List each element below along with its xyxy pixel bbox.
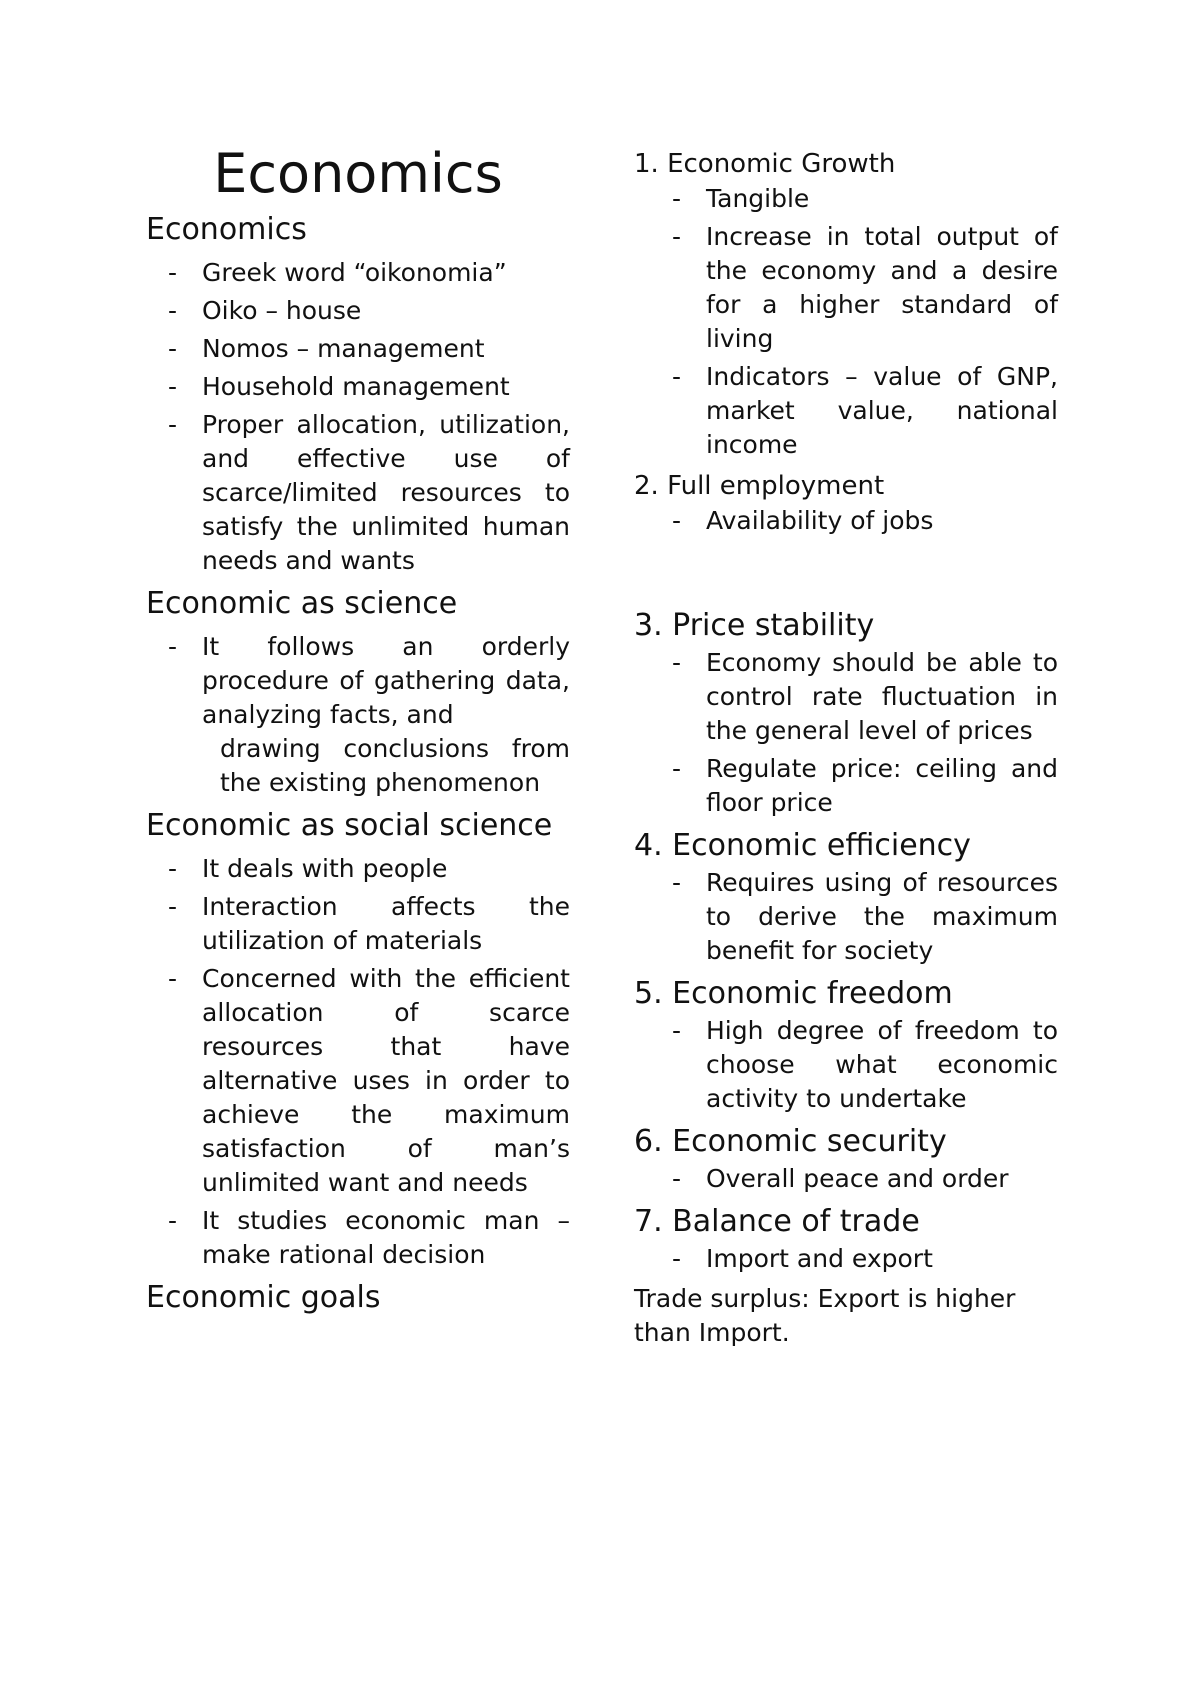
goal-title-balance-of-trade: 7. Balance of trade [634,1204,920,1239]
economics-list [146,256,570,578]
list-item: - Nomos – management [202,332,570,366]
list-item: - Indicators – value of GNP, market value, national income [706,360,1058,462]
list-item: - Greek word “oikonomia” [202,256,570,290]
goal-title-price-stability: 3. Price stability [634,608,875,643]
goal-title-economic-efficiency: 4. Economic efficiency [634,828,971,863]
goal-title-full-employment: 2. Full employment [634,471,885,501]
section-heading-economic-as-science: Economic as science [146,586,458,621]
list-item: - It deals with people [202,852,570,886]
list-item: - Requires using of resources to derive the maximum benefit for society [706,866,1058,968]
list-item: - It studies economic man – make rational decision [202,1204,570,1272]
list-item-text: It follows an orderly procedure of gathering data, analyzing facts, and [202,632,570,729]
list-item: - Concerned with the efficient allocation of scarce resources that have alternative uses in order to achieve the maximum satisfaction of man’s unlimited want and needs [202,962,570,1200]
list-item: - Household management [202,370,570,404]
left-column [146,140,570,1324]
list-item: - Economy should be able to control rate fluctuation in the general level of prices [706,646,1058,748]
trade-surplus-note: Trade surplus: Export is higher than Import. [634,1284,1016,1347]
economic-as-social-science-list [146,852,570,1272]
list-item: - Tangible [706,182,1058,216]
list-item: - Oiko – house [202,294,570,328]
section-heading-economic-goals: Economic goals [146,1280,381,1315]
goal-list [634,646,1058,820]
document-title: Economics [213,142,503,205]
list-item-continuation: drawing conclusions from the existing phenomenon [220,734,570,797]
list-item: - Overall peace and order [706,1162,1058,1196]
section-heading-economic-as-social-science: Economic as social science [146,808,553,843]
list-item: - Increase in total output of the economy and a desire for a higher standard of living [706,220,1058,356]
list-item: - Proper allocation, utilization, and effective use of scarce/limited resources to satisfy the unlimited human needs and wants [202,408,570,578]
goal-list [634,1014,1058,1116]
right-column [634,146,1058,1350]
goal-title-economic-freedom: 5. Economic freedom [634,976,953,1011]
goal-list [634,866,1058,968]
economic-as-science-list [146,630,570,800]
goal-title-economic-growth: 1. Economic Growth [634,149,896,179]
list-item [202,630,570,800]
list-item: - Import and export [706,1242,1058,1276]
goal-list [634,182,1058,462]
goal-list [634,1242,1058,1276]
list-item: - Availability of jobs [706,504,1058,538]
goal-title-economic-security: 6. Economic security [634,1124,947,1159]
goal-list [634,1162,1058,1196]
section-heading-economics: Economics [146,212,307,247]
list-item: - Interaction affects the utilization of materials [202,890,570,958]
vertical-spacer [634,544,1058,606]
list-item: - Regulate price: ceiling and floor price [706,752,1058,820]
list-item: - High degree of freedom to choose what economic activity to undertake [706,1014,1058,1116]
goal-list [634,504,1058,538]
